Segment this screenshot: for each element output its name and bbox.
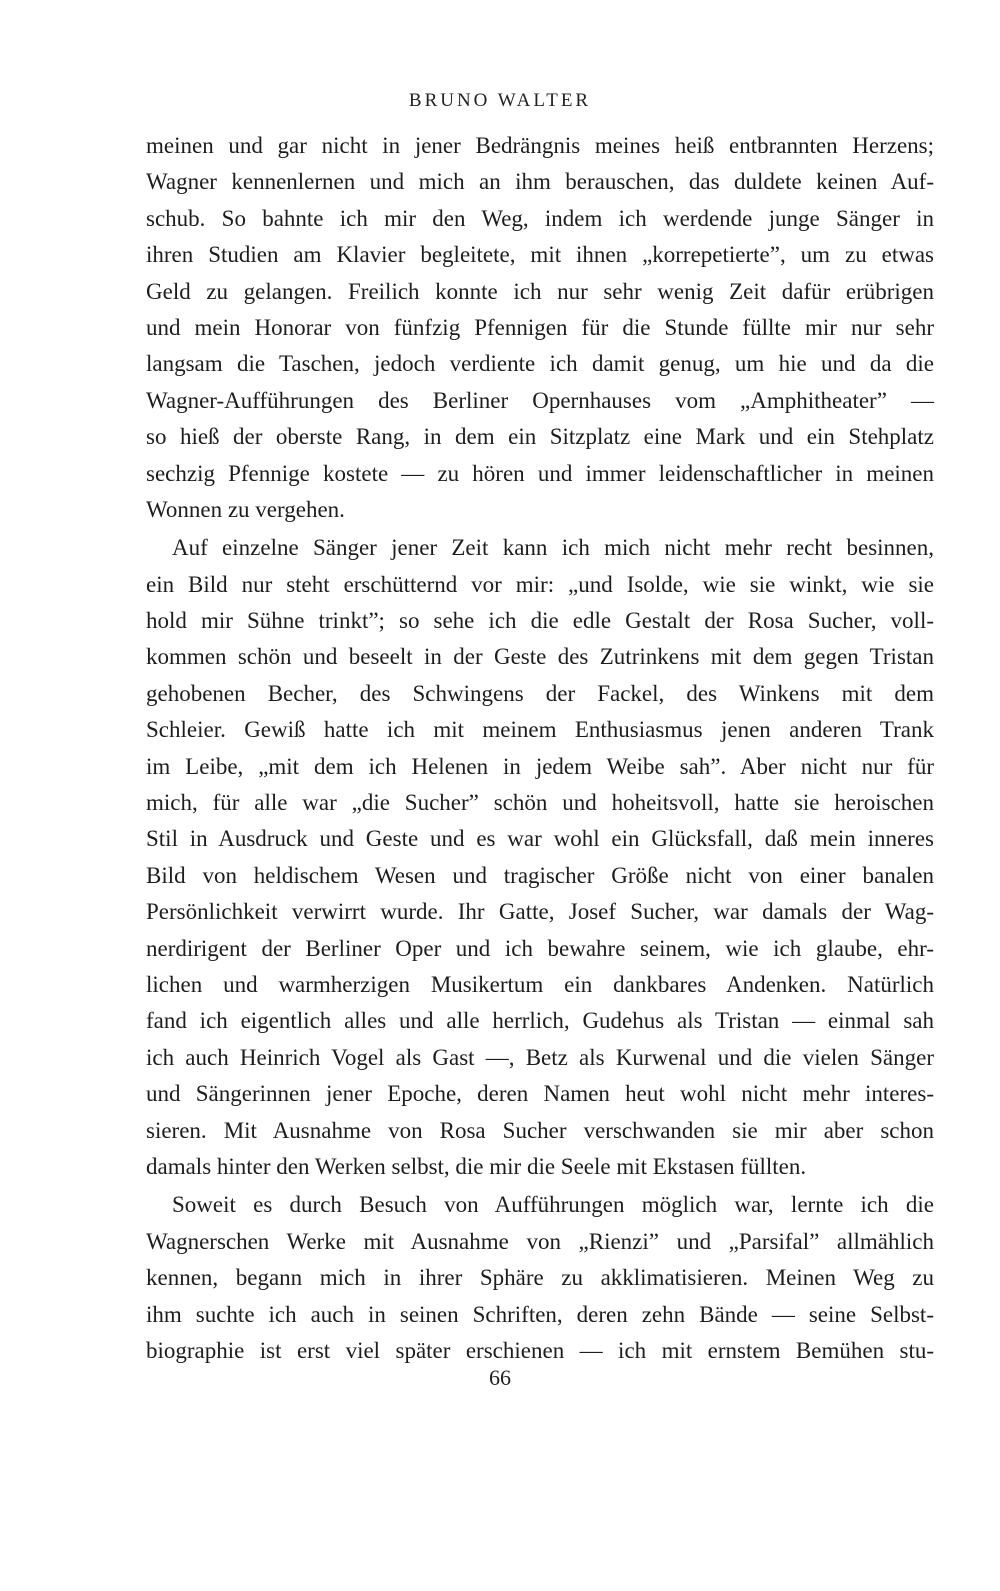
paragraph	[146, 530, 934, 1185]
text-line: biographie ist erst viel später erschienen — ich mit ernstem Bemühen stu-	[146, 1337, 934, 1363]
text-line: ein Bild nur steht erschütternd vor mir: „und Isolde, wie sie winkt, wie sie	[146, 571, 934, 597]
text-line: damals hinter den Werken selbst, die mir die Seele mit Ekstasen füllten.	[146, 1153, 807, 1179]
body-text	[146, 128, 934, 1369]
text-line: hold mir Sühne trinkt”; so sehe ich die edle Gestalt der Rosa Sucher, voll-	[146, 608, 934, 634]
text-line: meinen und gar nicht in jener Bedrängnis meines heiß entbrannten Herzens;	[146, 133, 934, 158]
paragraph	[146, 128, 934, 528]
text-line: Wagnerschen Werke mit Ausnahme von „Rienzi” und „Parsifal” allmählich	[146, 1228, 934, 1254]
text-line: und Sängerinnen jener Epoche, deren Namen heut wohl nicht mehr interes-	[146, 1081, 934, 1107]
text-line: Auf einzelne Sänger jener Zeit kann ich mich nicht mehr recht besinnen,	[172, 535, 934, 561]
text-line: Soweit es durch Besuch von Aufführungen möglich war, lernte ich die	[172, 1192, 934, 1218]
text-line: nerdirigent der Berliner Oper und ich bewahre seinem, wie ich glaube, ehr-	[146, 935, 934, 961]
text-line: Schleier. Gewiß hatte ich mit meinem Enthusiasmus jenen anderen Trank	[146, 717, 934, 743]
text-line: fand ich eigentlich alles und alle herrlich, Gudehus als Tristan — einmal sah	[146, 1008, 934, 1034]
text-line: ihm suchte ich auch in seinen Schriften, deren zehn Bände — seine Selbst-	[146, 1301, 934, 1327]
text-line: Wonnen zu vergehen.	[146, 496, 345, 522]
text-line: langsam die Taschen, jedoch verdiente ich damit genug, um hie und da die	[146, 351, 934, 377]
text-line: schub. So bahnte ich mir den Weg, indem ich werdende junge Sänger in	[146, 205, 934, 231]
text-line: mich, für alle war „die Sucher” schön und hoheitsvoll, hatte sie heroischen	[146, 790, 934, 816]
page-number: 66	[489, 1365, 511, 1390]
text-line: lichen und warmherzigen Musikertum ein dankbares Andenken. Natürlich	[146, 971, 934, 997]
text-line: Wagner-Aufführungen des Berliner Opernhauses vom „Amphitheater” —	[146, 387, 934, 413]
text-line: im Leibe, „mit dem ich Helenen in jedem Weibe sah”. Aber nicht nur für	[146, 753, 934, 779]
text-line: Wagner kennenlernen und mich an ihm berauschen, das duldete keinen Auf-	[146, 169, 934, 195]
text-line: kommen schön und beseelt in der Geste des Zutrinkens mit dem gegen Tristan	[146, 644, 934, 670]
text-line: so hieß der oberste Rang, in dem ein Sitzplatz eine Mark und ein Stehplatz	[146, 424, 934, 450]
text-line: Bild von heldischem Wesen und tragischer Größe nicht von einer banalen	[146, 862, 934, 888]
text-line: kennen, begann mich in ihrer Sphäre zu akklimatisieren. Meinen Weg zu	[146, 1265, 934, 1291]
text-line: Stil in Ausdruck und Geste und es war wohl ein Glücksfall, daß mein inneres	[146, 826, 934, 852]
text-line: gehobenen Becher, des Schwingens der Fackel, des Winkens mit dem	[146, 680, 934, 706]
text-line: sieren. Mit Ausnahme von Rosa Sucher verschwanden sie mir aber schon	[146, 1117, 934, 1143]
text-line: und mein Honorar von fünfzig Pfennigen für die Stunde füllte mir nur sehr	[146, 314, 934, 340]
text-line: Persönlichkeit verwirrt wurde. Ihr Gatte, Josef Sucher, war damals der Wag-	[146, 899, 934, 925]
running-head: BRUNO WALTER	[408, 90, 592, 111]
text-line: ich auch Heinrich Vogel als Gast —, Betz als Kurwenal und die vielen Sänger	[146, 1044, 934, 1070]
text-line: ihren Studien am Klavier begleitete, mit ihnen „korrepetierte”, um zu etwas	[146, 242, 934, 268]
text-line: Geld zu gelangen. Freilich konnte ich nur sehr wenig Zeit dafür erübrigen	[146, 278, 934, 304]
paragraph	[146, 1187, 934, 1369]
text-line: sechzig Pfennige kostete — zu hören und immer leidenschaftlicher in meinen	[146, 460, 934, 486]
